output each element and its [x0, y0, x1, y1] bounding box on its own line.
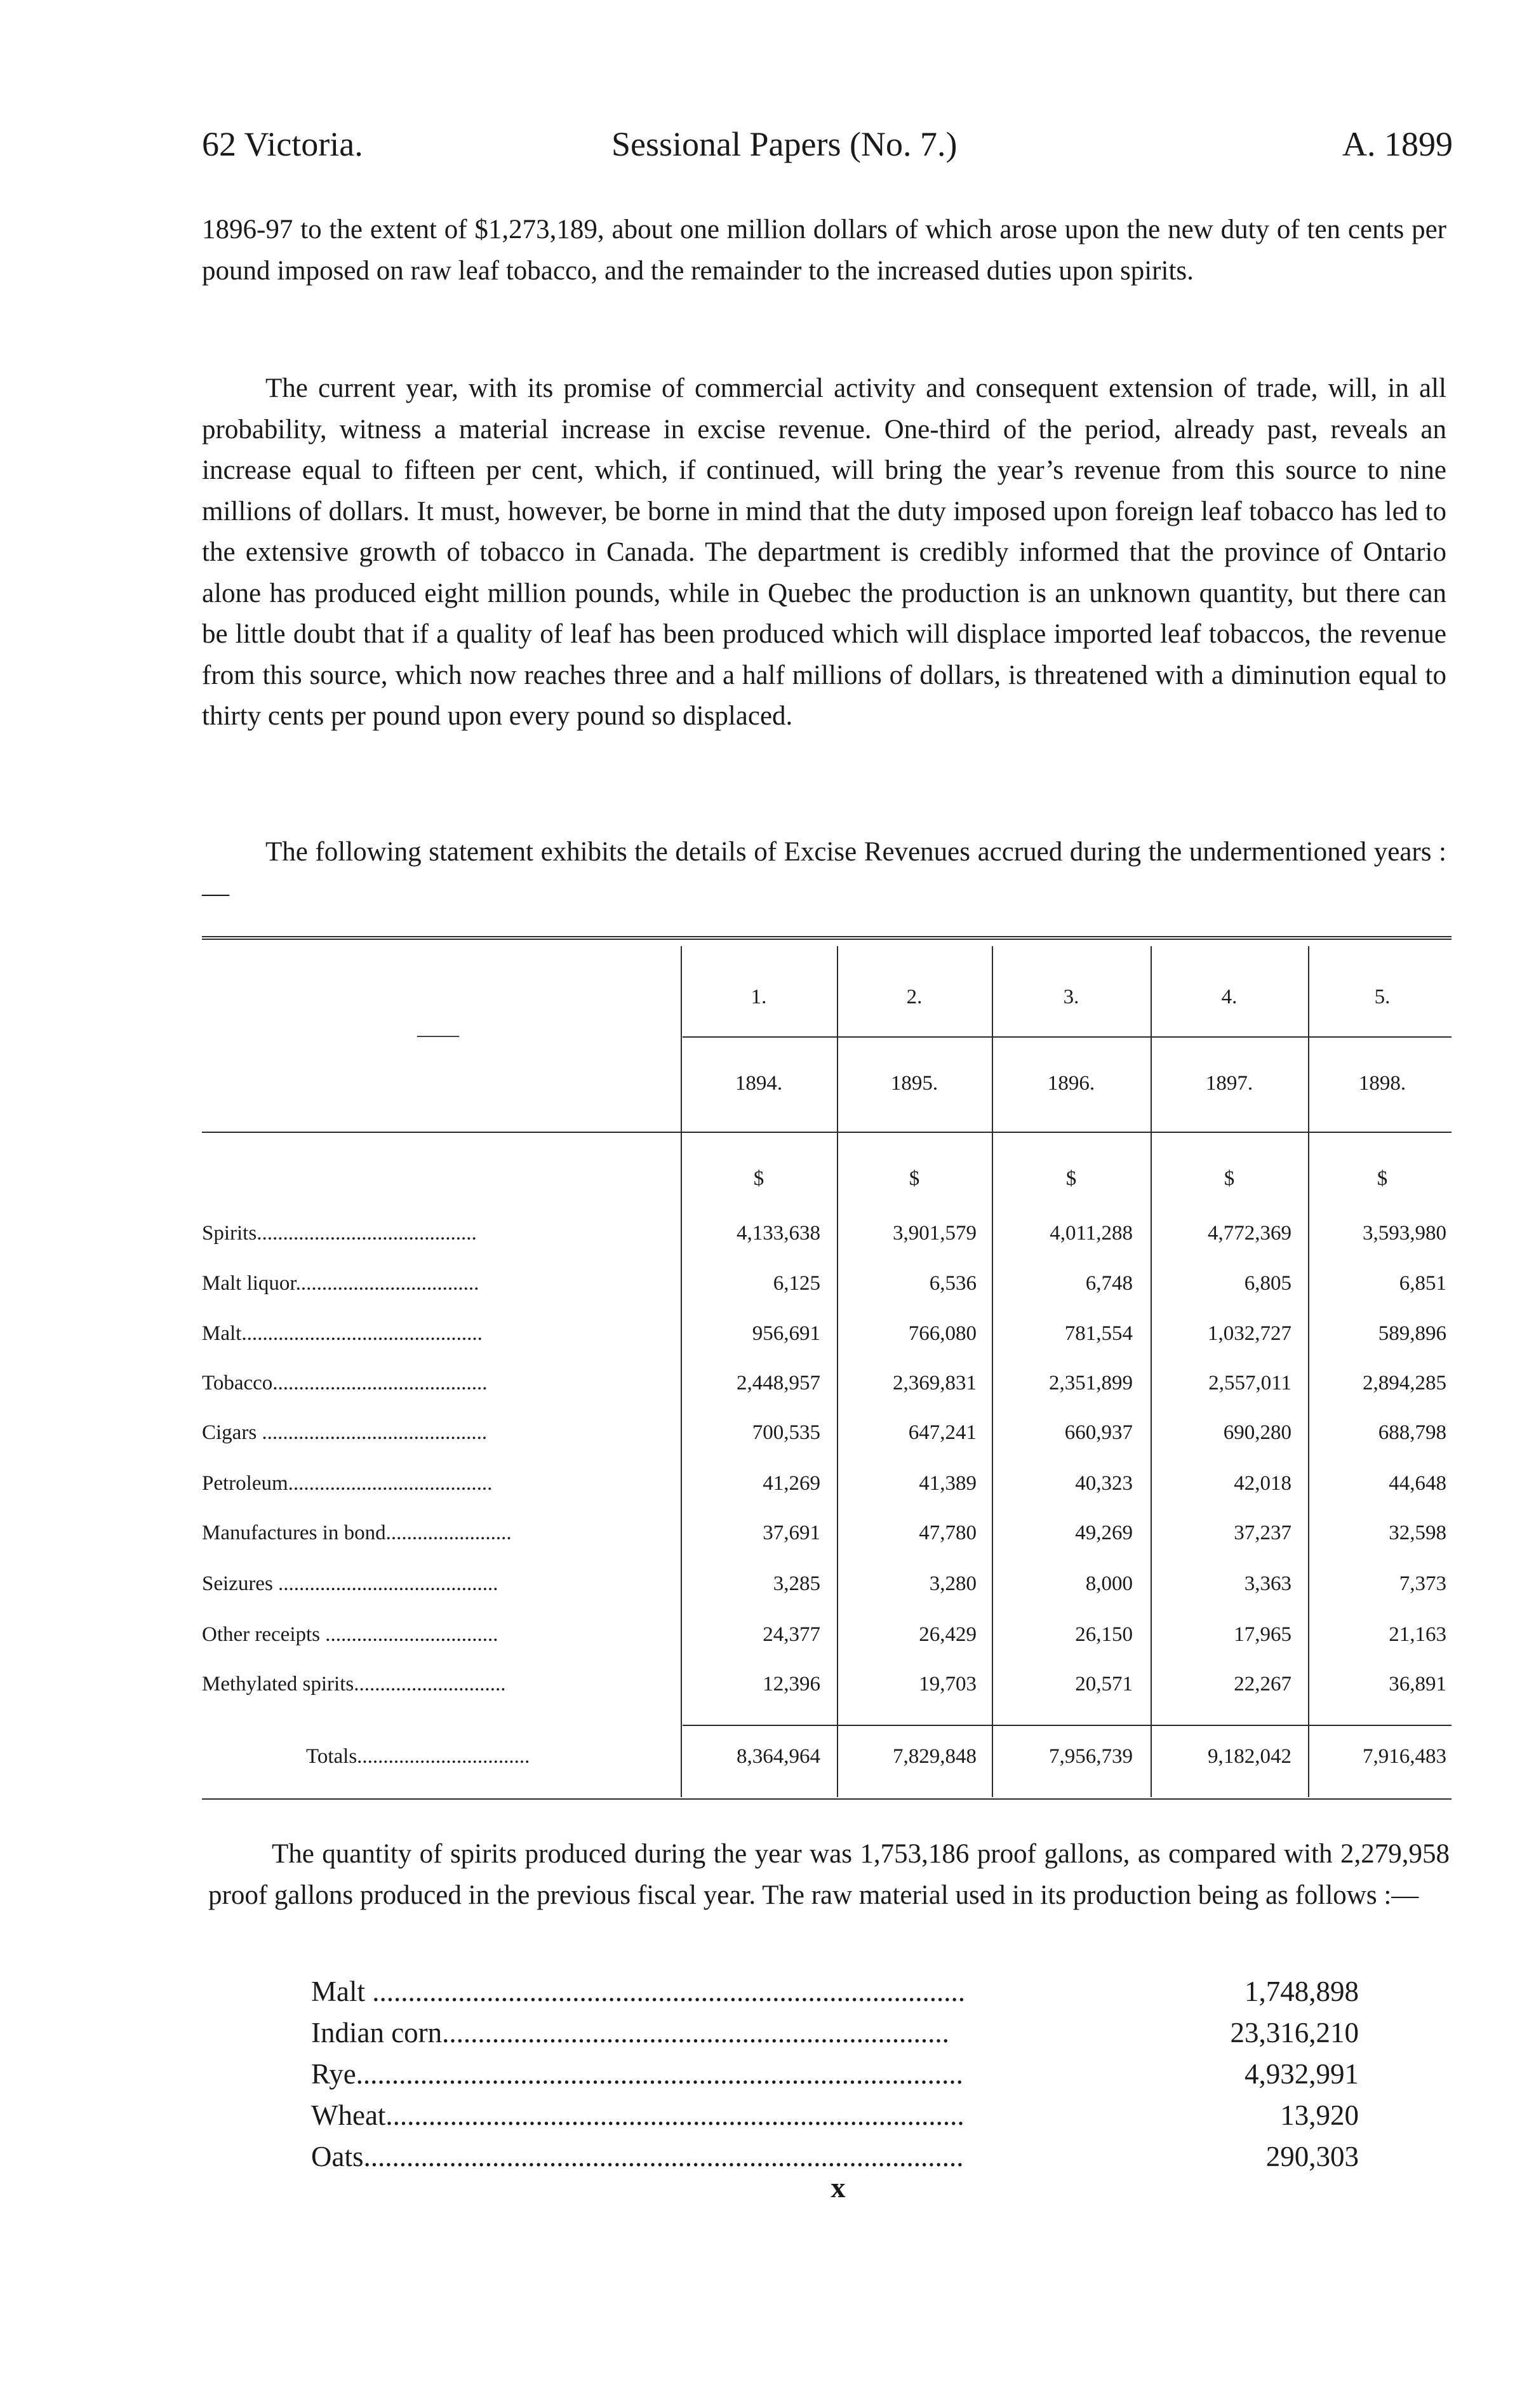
column-year: 1897.	[1205, 1072, 1253, 1095]
cell-value: 4,133,638	[737, 1222, 820, 1245]
currency-symbol: $	[1065, 1167, 1077, 1190]
cell-value: 21,163	[1389, 1623, 1446, 1646]
table-top-rule	[202, 936, 1452, 940]
cell-value: 2,369,831	[893, 1372, 977, 1395]
cell-value: 3,285	[773, 1572, 820, 1595]
material-value: 23,316,210	[1230, 2017, 1359, 2049]
totals-value: 7,956,739	[1049, 1745, 1133, 1768]
header-sessional-papers: Sessional Papers (No. 7.)	[611, 125, 958, 163]
cell-value: 688,798	[1378, 1421, 1446, 1444]
totals-label: Totals.................................	[306, 1745, 530, 1768]
cell-value: 2,351,899	[1049, 1372, 1133, 1395]
cell-value: 24,377	[763, 1623, 820, 1646]
cell-value: 7,373	[1399, 1572, 1446, 1595]
column-year: 1894.	[735, 1072, 783, 1095]
cell-value: 22,267	[1234, 1673, 1291, 1696]
table-number-rule	[683, 1036, 1452, 1038]
column-year: 1896.	[1047, 1072, 1095, 1095]
row-label: Tobacco.........................................	[202, 1372, 488, 1395]
row-label: Malt liquor...................................	[202, 1272, 479, 1295]
paragraph-2: The current year, with its promise of commercial activity and consequent extension of trade, will, in all probability, witness a material increase in excise revenue. One-third of the period, already past, reveals an increase equal to fifteen per cent, which, if continued, will bring the year’s revenue from this source to nine millions of dollars. It must, however, be borne in mind that the duty imposed upon foreign leaf tobacco has led to the extensive growth of tobacco in Canada. The department is credibly informed that the province of Ontario alone has produced eight million pounds, while in Quebec the production is an unknown quantity, but there can be little doubt that if a quality of leaf has been produced which will displace imported leaf tobaccos, the revenue from this source, which now reaches three and a half millions of dollars, is threatened with a diminution equal to thirty cents per pound upon every pound so displaced.	[202, 373, 1446, 731]
material-value: 290,303	[1265, 2141, 1359, 2172]
running-header	[202, 124, 1453, 175]
row-label: Manufactures in bond........................	[202, 1522, 512, 1544]
cell-value: 49,269	[1075, 1522, 1133, 1544]
row-label: Malt..............................................	[202, 1322, 483, 1345]
cell-value: 37,691	[763, 1522, 820, 1544]
row-label: Spirits..........................................	[202, 1222, 477, 1245]
cell-value: 12,396	[763, 1673, 820, 1696]
cell-value: 41,389	[919, 1472, 977, 1495]
cell-value: 8,000	[1085, 1572, 1133, 1595]
header-year: A. 1899	[1342, 125, 1453, 163]
table-header-rule	[202, 1132, 1452, 1133]
header-session: 62 Victoria.	[202, 125, 363, 163]
column-divider	[1151, 946, 1152, 1797]
material-label: Malt ...................................................................................	[311, 1976, 965, 2007]
cell-value: 19,703	[919, 1673, 977, 1696]
totals-value: 7,829,848	[893, 1745, 977, 1768]
cell-value: 660,937	[1064, 1421, 1133, 1444]
paragraph-3: The following statement exhibits the details of Excise Revenues accrued during the undermentioned years :—	[202, 837, 1446, 908]
totals-value: 8,364,964	[737, 1745, 820, 1768]
material-row	[311, 1975, 1359, 2013]
material-label: Wheat.................................................................................	[311, 2099, 964, 2131]
column-year: 1898.	[1358, 1072, 1406, 1095]
column-divider	[992, 946, 993, 1797]
cell-value: 3,280	[929, 1572, 977, 1595]
cell-value: 44,648	[1389, 1472, 1446, 1495]
material-row	[311, 2016, 1359, 2054]
cell-value: 4,772,369	[1208, 1222, 1291, 1245]
cell-value: 37,237	[1234, 1522, 1291, 1544]
row-label: Seizures ..........................................	[202, 1572, 498, 1595]
row-label: Methylated spirits.............................	[202, 1673, 506, 1696]
column-divider	[837, 946, 838, 1797]
cell-value: 700,535	[752, 1421, 820, 1444]
cell-value: 40,323	[1075, 1472, 1133, 1495]
currency-symbol: $	[1224, 1167, 1235, 1190]
cell-value: 2,557,011	[1208, 1372, 1291, 1395]
cell-value: 42,018	[1234, 1472, 1291, 1495]
column-number: 5.	[1374, 986, 1391, 1008]
material-value: 1,748,898	[1245, 1976, 1359, 2007]
table-stub-dash: ——	[417, 1024, 459, 1047]
cell-value: 36,891	[1389, 1673, 1446, 1696]
cell-value: 26,429	[919, 1623, 977, 1646]
cell-value: 690,280	[1223, 1421, 1291, 1444]
cell-value: 2,448,957	[737, 1372, 820, 1395]
material-row	[311, 2057, 1359, 2096]
cell-value: 2,894,285	[1363, 1372, 1446, 1395]
column-number: 4.	[1221, 986, 1238, 1008]
cell-value: 47,780	[919, 1522, 977, 1544]
paragraph-4: The quantity of spirits produced during the year was 1,753,186 proof gallons, as compared with 2,279,958 proof gallons produced in the previous fiscal year. The raw material used in its production being as follows :—	[208, 1839, 1450, 1910]
cell-value: 6,805	[1244, 1272, 1291, 1295]
cell-value: 6,125	[773, 1272, 820, 1295]
column-divider	[681, 946, 682, 1797]
column-divider	[1308, 946, 1309, 1797]
currency-symbol: $	[753, 1167, 764, 1190]
cell-value: 956,691	[752, 1322, 820, 1345]
cell-value: 26,150	[1075, 1623, 1133, 1646]
row-label: Other receipts .................................	[202, 1623, 498, 1646]
cell-value: 6,851	[1399, 1272, 1446, 1295]
currency-symbol: $	[1377, 1167, 1388, 1190]
cell-value: 20,571	[1075, 1673, 1133, 1696]
row-label: Petroleum.......................................	[202, 1472, 493, 1495]
column-number: 2.	[906, 986, 923, 1008]
cell-value: 6,748	[1085, 1272, 1133, 1295]
table-totals-rule	[683, 1725, 1452, 1726]
cell-value: 3,363	[1244, 1572, 1291, 1595]
cell-value: 3,593,980	[1363, 1222, 1446, 1245]
column-year: 1895.	[890, 1072, 938, 1095]
cell-value: 41,269	[763, 1472, 820, 1495]
totals-value: 7,916,483	[1363, 1745, 1446, 1768]
cell-value: 4,011,288	[1050, 1222, 1133, 1245]
cell-value: 589,896	[1378, 1322, 1446, 1345]
cell-value: 17,965	[1234, 1623, 1291, 1646]
page-folio: x	[831, 2171, 846, 2204]
cell-value: 1,032,727	[1208, 1322, 1291, 1345]
cell-value: 3,901,579	[893, 1222, 977, 1245]
material-label: Indian corn.......................................................................	[311, 2017, 949, 2049]
cell-value: 766,080	[908, 1322, 977, 1345]
column-number: 3.	[1063, 986, 1079, 1008]
cell-value: 6,536	[929, 1272, 977, 1295]
cell-value: 32,598	[1389, 1522, 1446, 1544]
table-bottom-rule	[202, 1798, 1452, 1800]
material-row	[311, 2099, 1359, 2137]
material-value: 4,932,991	[1245, 2058, 1359, 2090]
material-label: Rye.....................................................................................	[311, 2058, 963, 2090]
cell-value: 647,241	[908, 1421, 977, 1444]
currency-symbol: $	[909, 1167, 920, 1190]
material-label: Oats....................................................................................	[311, 2141, 964, 2172]
column-number: 1.	[751, 986, 767, 1008]
row-label: Cigars ...........................................	[202, 1421, 488, 1444]
totals-value: 9,182,042	[1208, 1745, 1291, 1768]
cell-value: 781,554	[1064, 1322, 1133, 1345]
material-value: 13,920	[1280, 2099, 1359, 2131]
paragraph-1: 1896-97 to the extent of $1,273,189, about one million dollars of which arose upon the new duty of ten cents per pound imposed on raw leaf tobacco, and the remainder to the increased duties upon spirits.	[202, 215, 1446, 286]
